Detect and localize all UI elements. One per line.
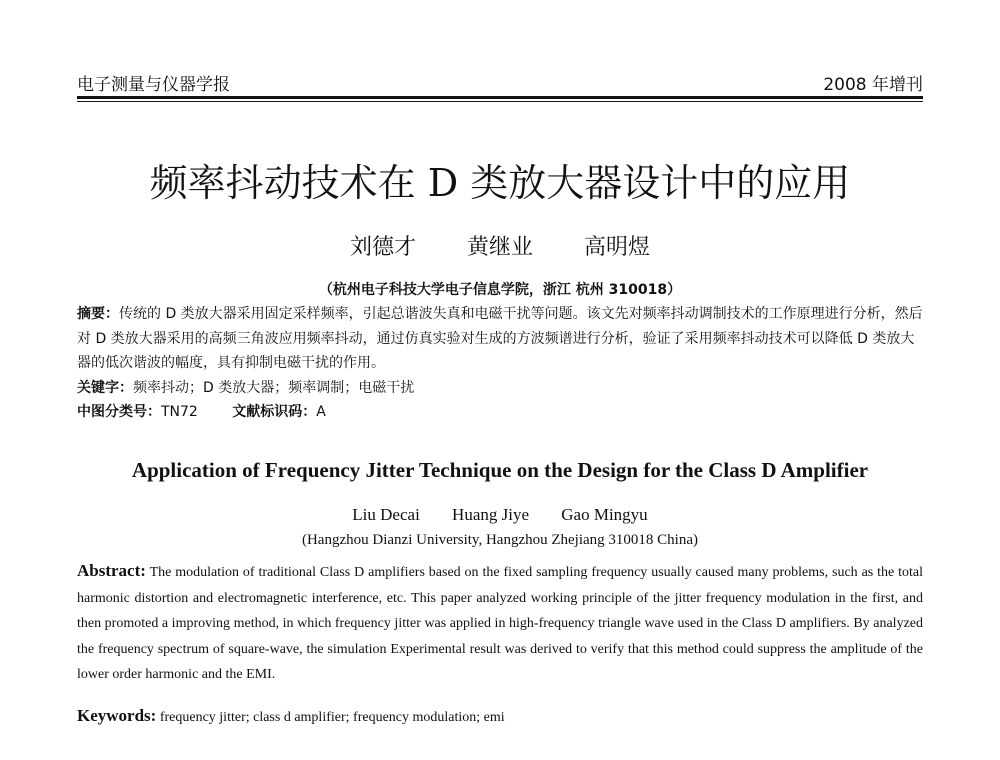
journal-name: 电子测量与仪器学报 (77, 75, 230, 95)
authors-cn (0, 230, 1000, 261)
author-en: Huang Jiye (452, 505, 530, 524)
header-rule-thin (77, 101, 923, 102)
title-cn: 频率抖动技术在 D 类放大器设计中的应用 (149, 161, 851, 205)
title-en: Application of Frequency Jitter Technique on the Design for the Class D Amplifier (131, 458, 869, 482)
author-cn: 黄继业 (466, 235, 533, 260)
affiliation-en: (Hangzhou Dianzi University, Hangzhou Zhejiang 310018 China) (301, 532, 698, 548)
author-cn: 刘德才 (349, 235, 416, 260)
issue-label: 2008 年增刊 (823, 75, 923, 95)
doc-code-label: 文献标识码： (232, 404, 317, 420)
clc-value: TN72 (161, 404, 198, 420)
author-cn: 高明煜 (584, 235, 651, 260)
header-rule (77, 96, 923, 99)
keywords-cn-label: 关键字： (77, 380, 133, 396)
abstract-cn (77, 302, 923, 376)
clc-label: 中图分类号： (77, 404, 161, 420)
keywords-en (77, 706, 505, 726)
abstract-en-label: Abstract: (77, 561, 146, 580)
authors-en (0, 505, 1000, 525)
abstract-en (77, 558, 923, 688)
doc-code-value: A (316, 404, 326, 420)
abstract-en-text: The modulation of traditional Class D amplifiers based on the fixed sampling frequency usually caused many problems, such as the total harmonic distortion and electromagnetic interference, etc. This paper analyzed working principle of the jitter frequency modulation in the first, and then promoted a improving method, in which frequency jitter was applied in high-frequency triangle wave used in the Class D amplifiers. By analyzed the frequency spectrum of square-wave, the simulation Experimental result was derived to verify that this method could suppress the amplitude of the lower order harmonic and the EMI. (77, 565, 924, 682)
abstract-cn-label: 摘要： (77, 306, 119, 322)
classification (77, 400, 923, 425)
author-en: Liu Decai (352, 505, 420, 524)
author-en: Gao Mingyu (561, 505, 648, 524)
keywords-en-text: frequency jitter; class d amplifier; frequency modulation; emi (159, 710, 505, 725)
affiliation-cn: （杭州电子科技大学电子信息学院，浙江 杭州 310018） (318, 282, 682, 298)
keywords-en-label: Keywords: (77, 706, 157, 725)
abstract-cn-text: 传统的 D 类放大器采用固定采样频率，引起总谐波失真和电磁干扰等问题。该文先对频率抖动调制技术的工作原理进行分析，然后对 D 类放大器采用的高频三角波应用频率抖动，通过仿真实验对生成的方波频谱进行分析，验证了采用频率抖动技术可以降低 D 类放大器的低次谐波的幅度，具有抑制电磁干扰的作用。 (77, 306, 923, 371)
keywords-cn-text: 频率抖动；D 类放大器；频率调制；电磁干扰 (133, 380, 415, 396)
keywords-cn (77, 376, 923, 401)
